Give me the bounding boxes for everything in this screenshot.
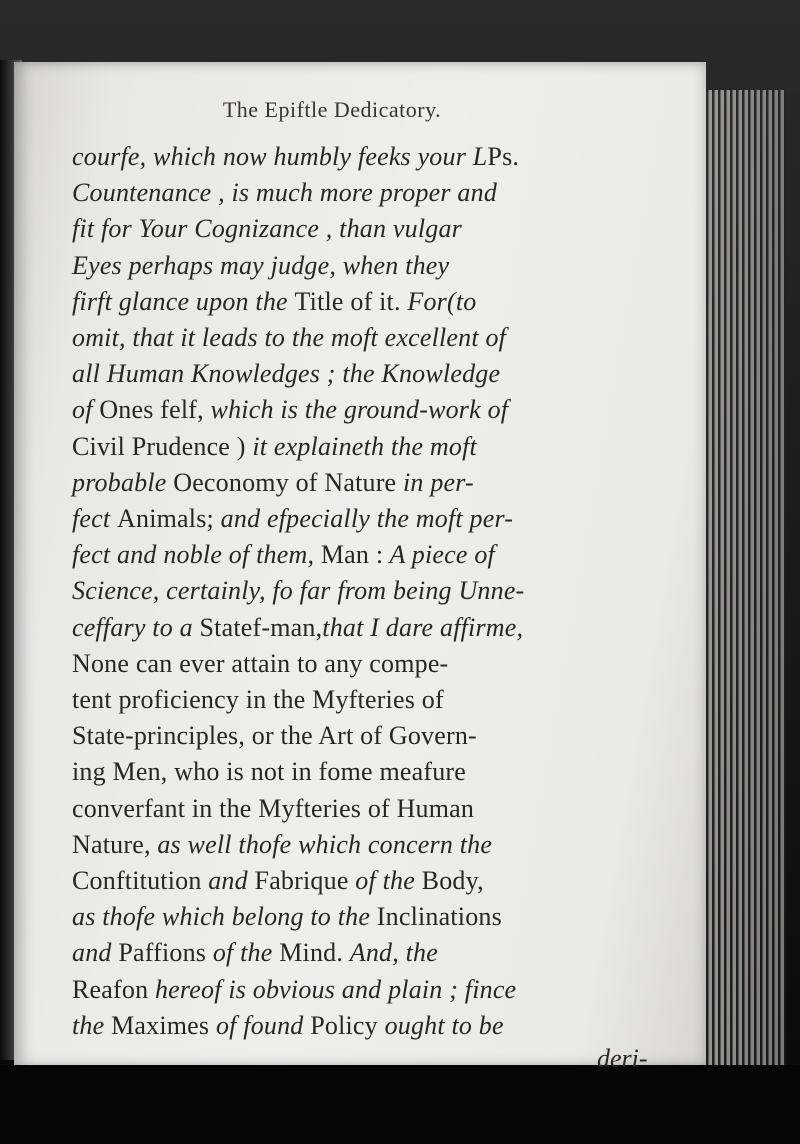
text-segment: Reafon [72, 974, 155, 1004]
text-segment: Animals; [117, 504, 214, 533]
text-segment: Statef-man, [199, 612, 323, 642]
text-line [72, 284, 476, 320]
text-line [72, 139, 519, 175]
text-segment: fit for Your Cognizance , than vulgar [72, 214, 462, 244]
text-segment: hereof is obvious and plain ; fince [154, 974, 517, 1004]
text-line [72, 465, 474, 501]
text-segment: which is the ground-work of [203, 395, 509, 425]
running-head: The Epiftle Dedicatory. [222, 97, 442, 122]
text-segment: P [487, 142, 503, 171]
text-segment: all Human Knowledges ; the Knowledge [72, 359, 501, 389]
text-line [72, 899, 502, 935]
text-segment: A piece of [383, 540, 495, 570]
text-segment: Nature, [72, 829, 158, 859]
text-line [72, 610, 523, 646]
text-segment: the [72, 1010, 112, 1040]
text-segment: ceffary to a [72, 612, 200, 642]
text-segment: s. [502, 142, 520, 171]
text-segment: in per- [396, 467, 474, 497]
text-segment: of the [212, 938, 280, 968]
text-segment: Countenance , is much more proper and [72, 178, 498, 208]
text-line [72, 827, 492, 863]
text-line [72, 573, 524, 609]
text-line [72, 320, 506, 356]
text-segment: as well thofe which concern the [157, 829, 493, 859]
text-segment: Science, certainly, fo far from being Unne- [72, 576, 525, 606]
text-line [72, 682, 444, 718]
text-segment: of the [355, 866, 422, 895]
text-segment: Policy [310, 1010, 385, 1040]
text-segment: Mind. [279, 938, 350, 968]
text-segment: Civil Prudence ) [72, 431, 253, 461]
text-line [72, 356, 500, 392]
text-segment: of found [215, 1010, 311, 1040]
text-segment: For(to [400, 286, 477, 316]
text-segment: Title of it. [294, 286, 401, 316]
text-line [72, 175, 497, 211]
text-line [72, 248, 449, 284]
text-segment: And, the [349, 938, 438, 968]
text-segment: it explaineth the moft [252, 431, 477, 461]
text-segment: and efpecially the moft per- [213, 504, 514, 533]
text-line [72, 211, 462, 247]
text-segment: and [72, 938, 119, 968]
text-segment: Body, [421, 866, 484, 895]
text-segment: fect [72, 504, 118, 533]
text-segment: courfe, which now humbly feeks your L [72, 142, 488, 171]
text-segment: that I dare affirme, [322, 612, 524, 642]
text-segment: Oeconomy of Nature [173, 467, 397, 497]
catchword: deri- [597, 1044, 648, 1073]
text-segment: fect and noble of them, [72, 540, 321, 570]
scan-bottom-border [0, 1065, 800, 1144]
text-segment: Paffions [118, 938, 213, 968]
text-line [72, 392, 508, 428]
text-segment: State-principles, or the Art of Govern- [72, 721, 477, 751]
text-line [72, 863, 484, 899]
text-segment: and [208, 866, 255, 895]
text-line [72, 935, 438, 971]
text-segment: tent proficiency in the Myfteries of [72, 685, 444, 714]
text-segment: Conftitution [72, 866, 209, 895]
text-segment: Ones felf, [99, 395, 204, 425]
text-segment: Eyes perhaps may judge, when they [72, 250, 450, 280]
text-segment: omit, that it leads to the moft excellent of [72, 323, 507, 352]
text-line [72, 537, 495, 573]
text-line [72, 1008, 504, 1044]
text-segment: None can ever attain to any compe- [72, 648, 449, 678]
text-segment: Maximes [111, 1010, 216, 1040]
text-segment: ought to be [384, 1010, 504, 1040]
text-line [72, 754, 466, 790]
text-line [72, 972, 516, 1008]
text-segment: firft glance upon the [72, 286, 295, 316]
text-line [72, 501, 513, 537]
text-segment: Inclinations [376, 902, 502, 932]
text-line [72, 791, 474, 827]
text-segment: as thofe which belong to the [72, 902, 377, 932]
text-line [72, 429, 477, 465]
text-segment: of [72, 395, 100, 425]
text-segment: Fabrique [254, 866, 356, 895]
text-segment: converfant in the Myfteries of Human [72, 793, 475, 823]
text-line [72, 646, 448, 682]
text-segment: Man : [320, 540, 384, 570]
text-line [72, 718, 477, 754]
text-segment: ing Men, who is not in fome meafure [72, 757, 467, 787]
text-segment: probable [72, 467, 174, 497]
